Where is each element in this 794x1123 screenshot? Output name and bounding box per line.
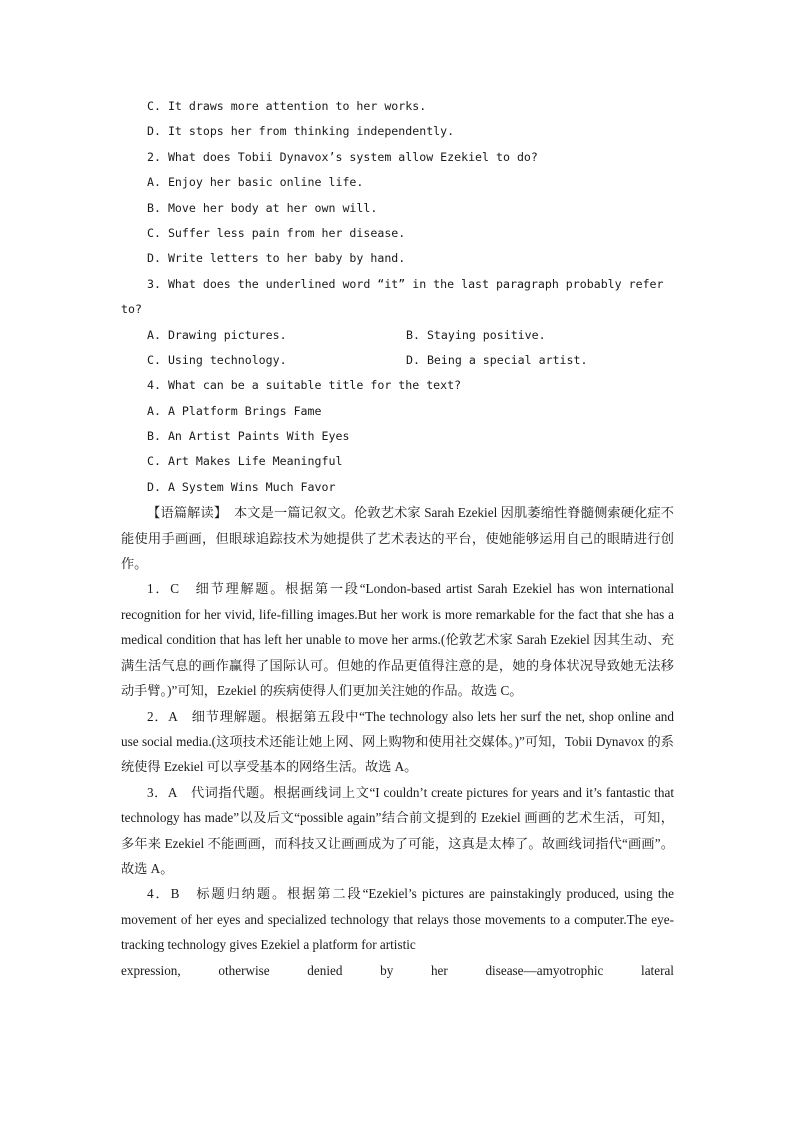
q3-options-row2 — [121, 348, 674, 373]
analysis-intro: 【语篇解读】 本文是一篇记叙文。伦敦艺术家 Sarah Ezekiel 因肌萎缩性脊髓侧索硬化症不能使用手画画，但眼球追踪技术为她提供了艺术表达的平台，使她能够运用自己的眼睛进行创作。 — [121, 505, 674, 572]
word: disease—amyotrophic — [485, 962, 604, 978]
q3-options-row1 — [121, 323, 674, 348]
answer-2-explanation — [121, 704, 674, 780]
q4-option-d: D. A System Wins Much Favor — [147, 479, 336, 494]
answer-1-explanation — [121, 576, 674, 703]
word: lateral — [641, 962, 674, 978]
q3-option-c: C. Using technology. — [147, 352, 287, 367]
word: otherwise — [218, 962, 270, 978]
word: expression, — [121, 962, 181, 978]
q3-stem-line2: to? — [121, 302, 142, 317]
q2-option-b: B. Move her body at her own will. — [147, 200, 378, 215]
page-content — [121, 94, 674, 983]
answer-4-explanation — [121, 881, 674, 957]
answer-2-text: 2．A 细节理解题。根据第五段中“The technology also lets her surf the net, shop online and use social media.(这项技术还能让她上网、网上购物和使用社交媒体。)”可知，Tobii Dynavox 的系统使得 Ezekiel 可以享受基本的网络生活。故选 A。 — [121, 708, 674, 775]
word: by — [380, 962, 394, 978]
q3-stem-line1: 3. What does the underlined word “it” in the last paragraph probably refer — [147, 276, 664, 291]
answer-4-text: 4．B 标题归纳题。根据第二段“Ezekiel’s pictures are painstakingly produced, using the movement of her eyes and specialized technology that relays those movements to a computer.The eye-tracking technology gives Ezekiel a platform for artistic — [121, 886, 674, 953]
passage-analysis — [121, 500, 674, 576]
answer-1-text: 1．C 细节理解题。根据第一段“London-based artist Sarah Ezekiel has won international recognition for her vivid, life-filling images.But her work is more remarkable for the fact that she has a medical condition that has left her unable to move her arms.(伦敦艺术家 Sarah Ezekiel 因其生动、充满生活气息的画作赢得了国际认可。但她的作品更值得注意的是，她的身体状况导致她无法移动手臂。)”可知，Ezekiel 的疾病使得人们更加关注她的作品。故选 C。 — [121, 581, 674, 699]
word: her — [430, 962, 448, 978]
answer-4-last-line — [121, 958, 674, 983]
q3-option-a: A. Drawing pictures. — [147, 327, 287, 342]
q2-stem: 2. What does Tobii Dynavox’s system allow Ezekiel to do? — [147, 149, 538, 164]
q1-option-d: D. It stops her from thinking independently. — [147, 124, 455, 139]
q3-option-b: B. Staying positive. — [406, 327, 546, 342]
q4-stem: 4. What can be a suitable title for the text? — [147, 378, 462, 393]
q1-option-c: C. It draws more attention to her works. — [147, 99, 427, 113]
q4-option-b: B. An Artist Paints With Eyes — [147, 429, 350, 444]
q3-option-d: D. Being a special artist. — [406, 352, 588, 367]
answer-3-text: 3．A 代词指代题。根据画线词上文“I couldn’t create pictures for years and it’s fantastic that technology has made”以及后文“possible again”结合前文提到的 Ezekiel 画画的艺术生活，可知，多年来 Ezekiel 不能画画，而科技又让画画成为了可能，这真是太棒了。故画线词指代“画画”。故选 A。 — [121, 784, 674, 876]
q2-option-a: A. Enjoy her basic online life. — [147, 175, 364, 190]
q2-option-d: D. Write letters to her baby by hand. — [147, 251, 406, 266]
q4-option-a: A. A Platform Brings Fame — [147, 403, 322, 418]
q4-option-c: C. Art Makes Life Meaningful — [147, 454, 343, 469]
answer-3-explanation — [121, 780, 674, 882]
word: denied — [307, 962, 343, 978]
q2-option-c: C. Suffer less pain from her disease. — [147, 225, 406, 240]
